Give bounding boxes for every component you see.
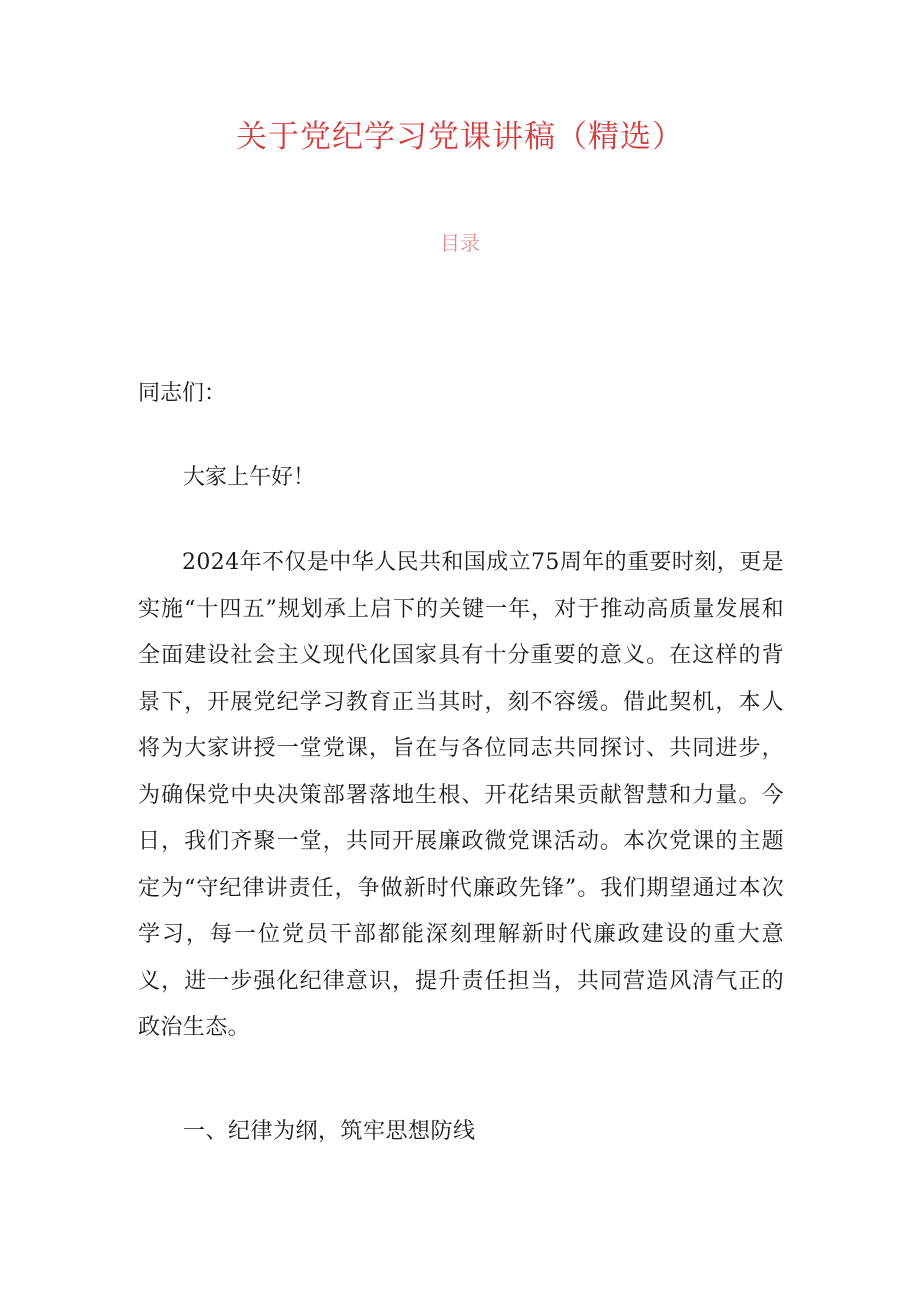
section-heading: 一、纪律为纲，筑牢思想防线 — [183, 1119, 476, 1144]
document-title: 关于党纪学习党课讲稿（精选） — [236, 119, 684, 155]
body-paragraph: 2024年不仅是中华人民共和国成立75周年的重要时刻，更是实施“十四五”规划承上启下的关键一年，对于推动高质量发展和全面建设社会主义现代化国家具有十分重要的意义。在这样的背景下，开展党纪学习教育正当其时，刻不容缓。借此契机，本人将为大家讲授一堂党课，旨在与各位同志共同探讨、共同进步，为确保党中央决策部署落地生根、开花结果贡献智慧和力量。今日，我们齐聚一堂，共同开展廉政微党课活动。本次党课的主题定为“守纪律讲责任，争做新时代廉政先锋”。我们期望通过本次学习，每一位党员干部都能深刻理解新时代廉政建设的重大意义，进一步强化纪律意识，提升责任担当，共同营造风清气正的政治生态。 — [138, 550, 784, 1040]
toc-heading[interactable]: 目录 — [440, 231, 480, 255]
greeting: 大家上午好！ — [183, 465, 316, 490]
salutation: 同志们： — [138, 381, 227, 406]
